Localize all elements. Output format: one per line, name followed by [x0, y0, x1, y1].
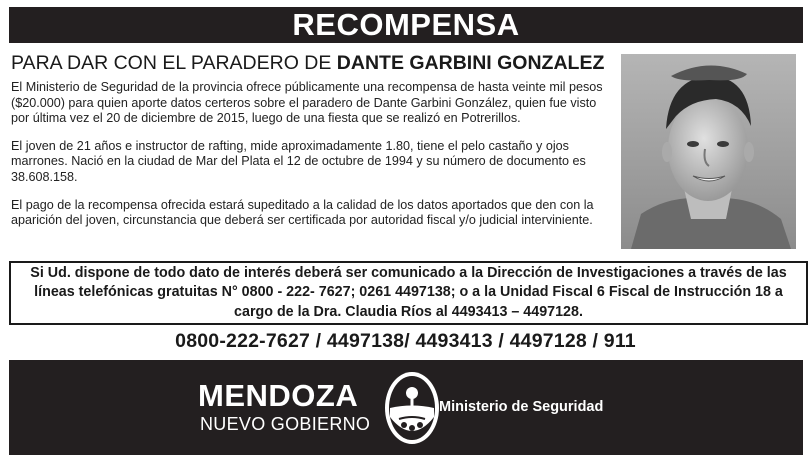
missing-person-photo [621, 54, 796, 249]
reward-title: RECOMPENSA [292, 7, 520, 42]
paragraph-conditions: El pago de la recompensa ofrecida estará supeditado a la calidad de los datos aportados que den con la aparición del joven, circunstancia que deberá ser certificada por autoridad fiscal y/o judicial interviniente. [11, 197, 594, 228]
paragraph-description: El joven de 21 años e instructor de rafting, mide aproximadamente 1.80, tiene el pelo castaño y ojos marrones. Nació en la ciudad de Mar del Plata el 12 de octubre de 1994 y su número de documento es 38.608.158. [11, 138, 586, 184]
contact-notice [9, 261, 808, 325]
ministry-name: Ministerio de Seguridad [439, 399, 604, 415]
reward-banner [9, 7, 803, 43]
heading-prefix: PARA DAR CON EL PARADERO DE [11, 52, 337, 74]
provincial-shield-icon [375, 367, 449, 449]
footer-banner [9, 360, 803, 455]
brand-mendoza: MENDOZA [198, 378, 359, 413]
phone-numbers: 0800-222-7627 / 4497138/ 4493413 / 4497128 / 911 [175, 330, 636, 352]
announcement-body [11, 80, 611, 241]
brand-subtitle: NUEVO GOBIERNO [200, 414, 371, 434]
paragraph-reward: El Ministerio de Seguridad de la provincia ofrece públicamente una recompensa de hasta veinte mil pesos ($20.000) para quien aporte datos certeros sobre el paradero de Dante Garbini González, quien fue visto por última vez el 20 de diciembre de 2015, luego de una fiesta que se realizó en Potrerillos. [11, 80, 603, 126]
missing-person-name: DANTE GARBINI GONZALEZ [336, 52, 605, 74]
contact-notice-text: Si Ud. dispone de todo dato de interés deberá ser comunicado a la Dirección de Investigaciones a través de las líneas telefónicas gratuitas N° 0800 - 222- 7627; 0261 4497138; o a la Unidad Fiscal 6 Fiscal de Instrucción 18 a cargo de la Dra. Claudia Ríos al 4493413 – 4497128. [30, 264, 787, 320]
missing-person-heading [11, 52, 611, 75]
